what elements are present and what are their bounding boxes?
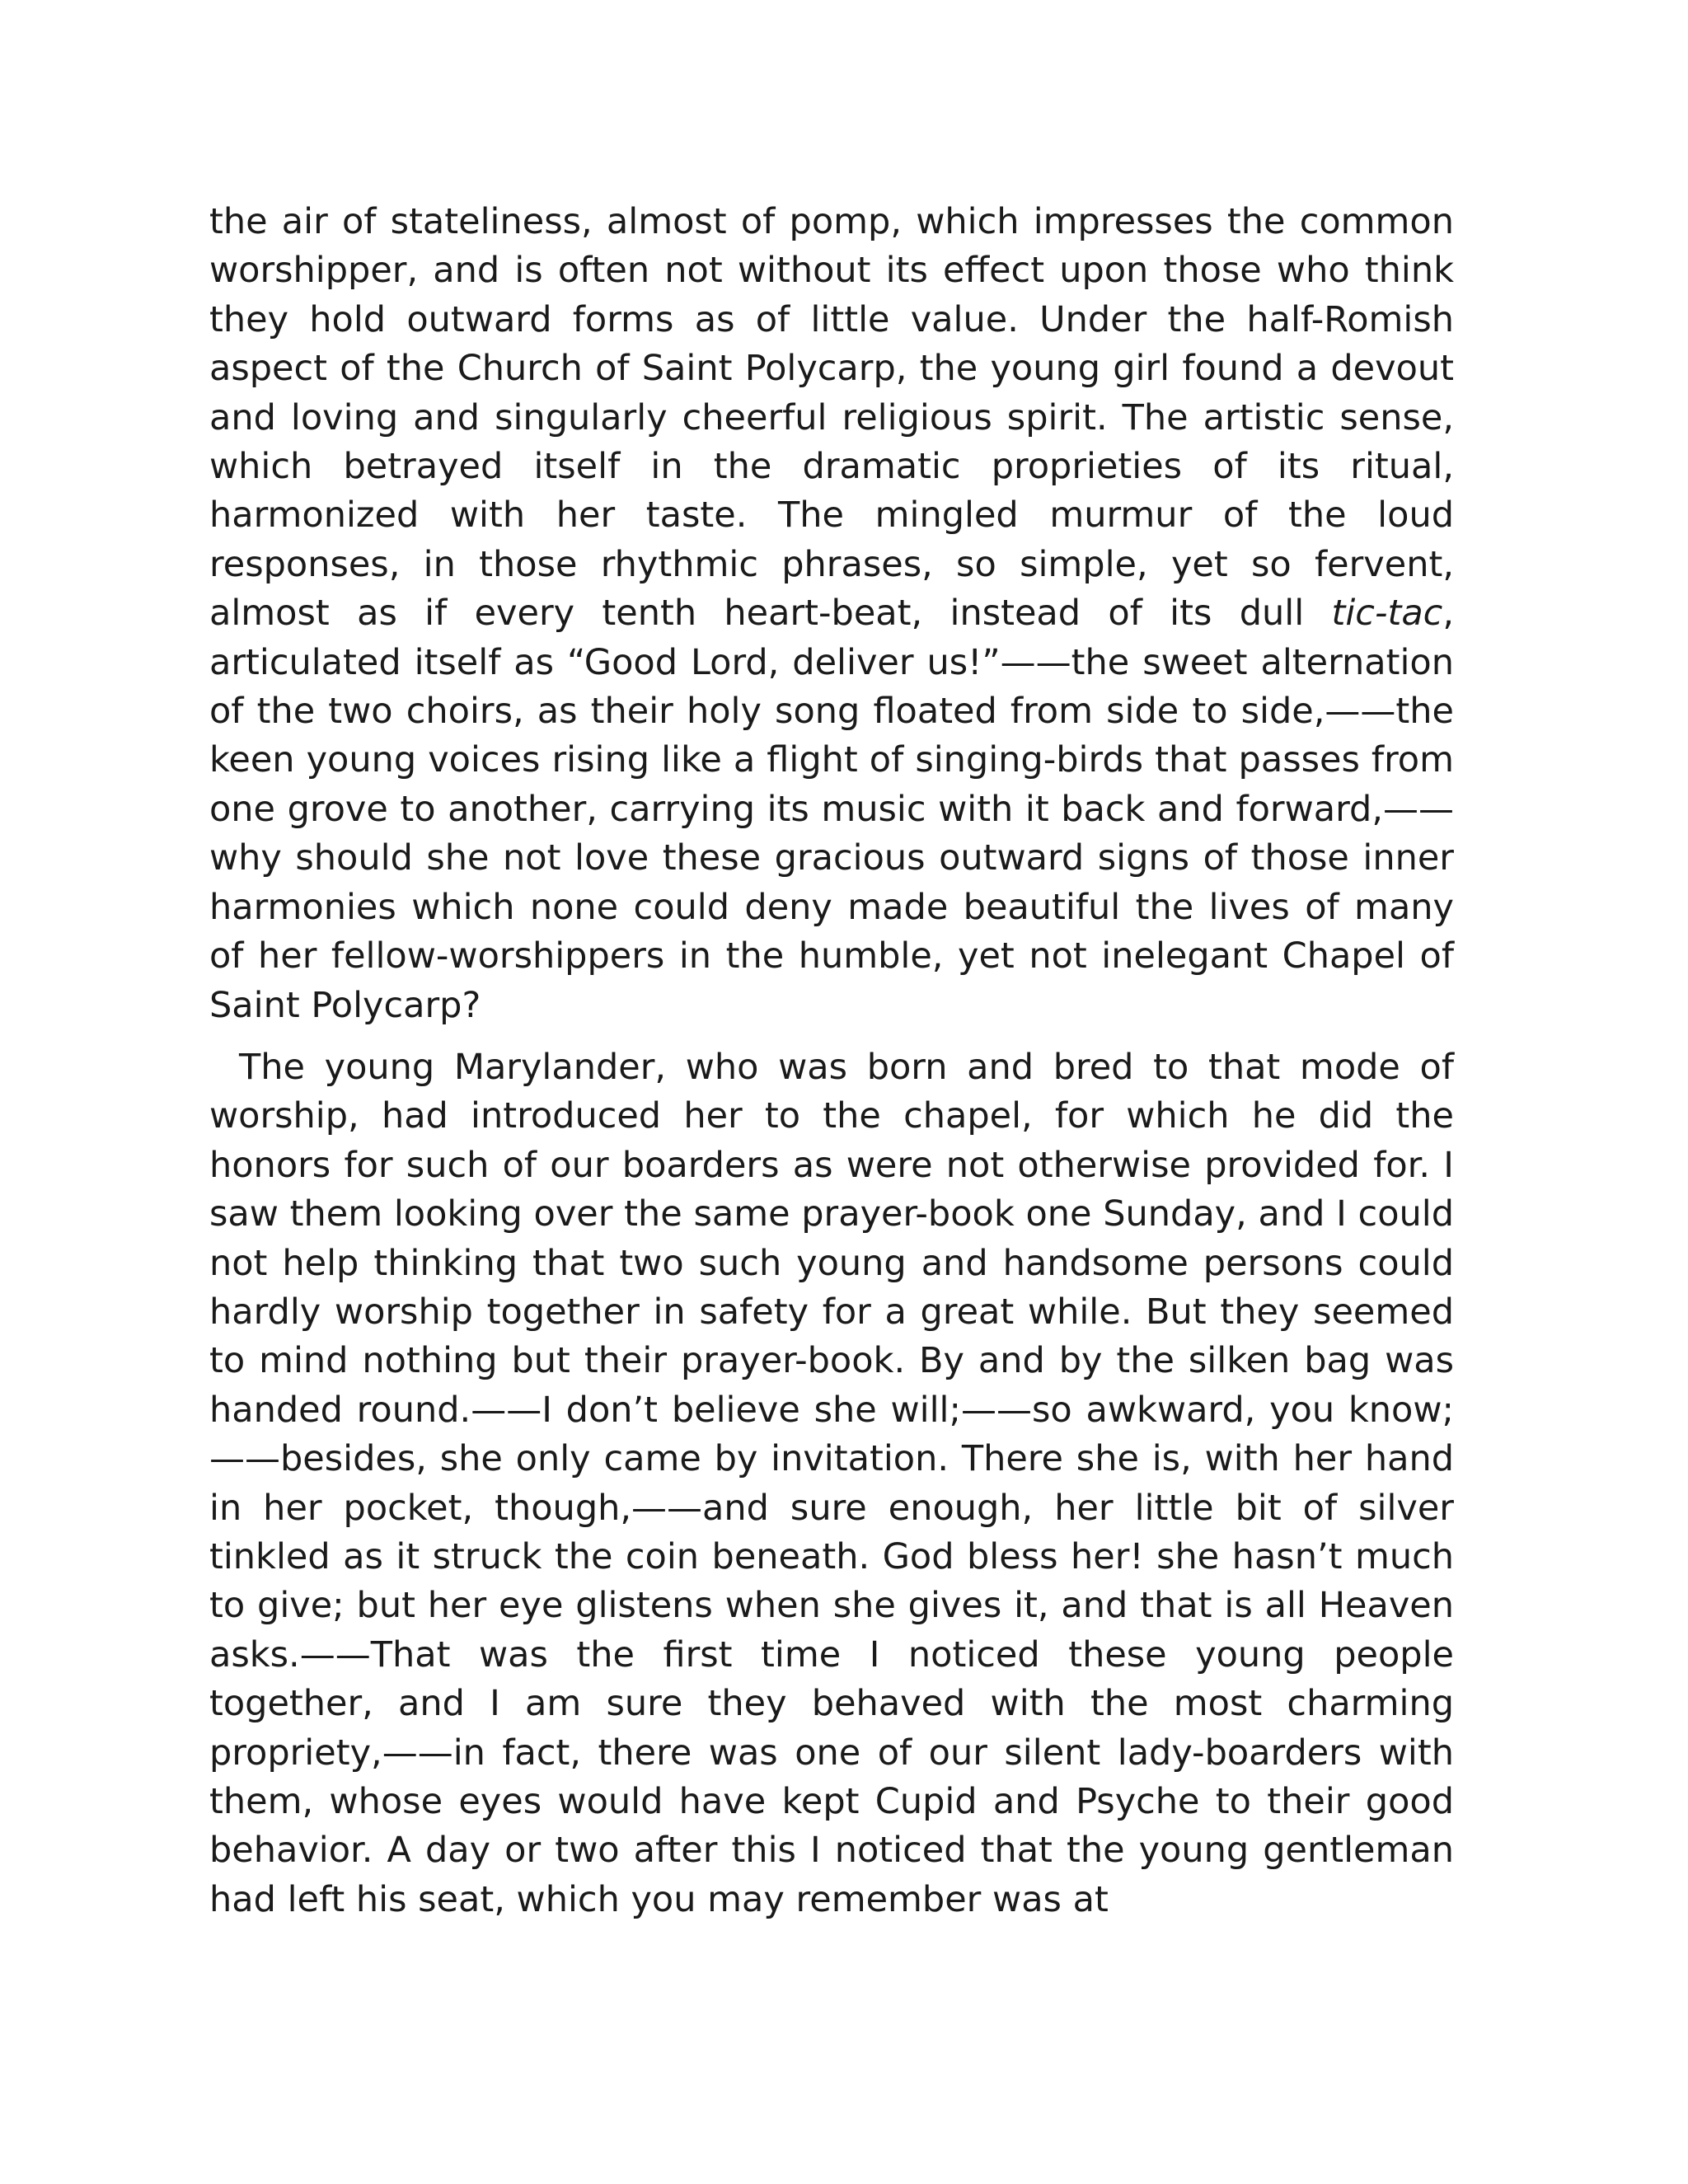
paragraph-1-text-b: , articulated itself as “Good Lord, deliver us!”——the sweet alternation of the two choirs, as their holy song floated from side to side,——the keen young voices rising like a flight of singing-birds that passes from one grove to another, carrying its music with it back and forward,——why should she not love these gracious outward signs of those inner harmonies which none could deny made beautiful the lives of many of her fellow-worshippers in the humble, yet not inelegant Chapel of Saint Polycarp?: [209, 593, 1454, 1026]
paragraph-1-text-a: the air of stateliness, almost of pomp, which impresses the common worshipper, and is often not without its effect upon those who think they hold outward forms as of little value. Under the half-Romish aspect of the Church of Saint Polycarp, the young girl found a devout and loving and singularly cheerful religious spirit. The artistic sense, which betrayed itself in the dramatic proprieties of its ritual, harmonized with her taste. The mingled murmur of the loud responses, in those rhythmic phrases, so simple, yet so fervent, almost as if every tenth heart-beat, instead of its dull: [209, 201, 1454, 635]
paragraph-1: [209, 198, 1454, 1030]
paragraph-1-italic-tic-tac: tic-tac: [1331, 593, 1443, 635]
page-body: [209, 198, 1454, 1924]
paragraph-2: The young Marylander, who was born and bred to that mode of worship, had introduced her to the chapel, for which he did the honors for such of our boarders as were not otherwise provided for. I saw them looking over the same prayer-book one Sunday, and I could not help thinking that two such young and handsome persons could hardly worship together in safety for a great while. But they seemed to mind nothing but their prayer-book. By and by the silken bag was handed round.——I don’t believe she will;——so awkward, you know;——besides, she only came by invitation. There she is, with her hand in her pocket, though,——and sure enough, her little bit of silver tinkled as it struck the coin beneath. God bless her! she hasn’t much to give; but her eye glistens when she gives it, and that is all Heaven asks.——That was the first time I noticed these young people together, and I am sure they behaved with the most charming propriety,——in fact, there was one of our silent lady-boarders with them, whose eyes would have kept Cupid and Psyche to their good behavior. A day or two after this I noticed that the young gentleman had left his seat, which you may remember was at: [209, 1046, 1454, 1920]
